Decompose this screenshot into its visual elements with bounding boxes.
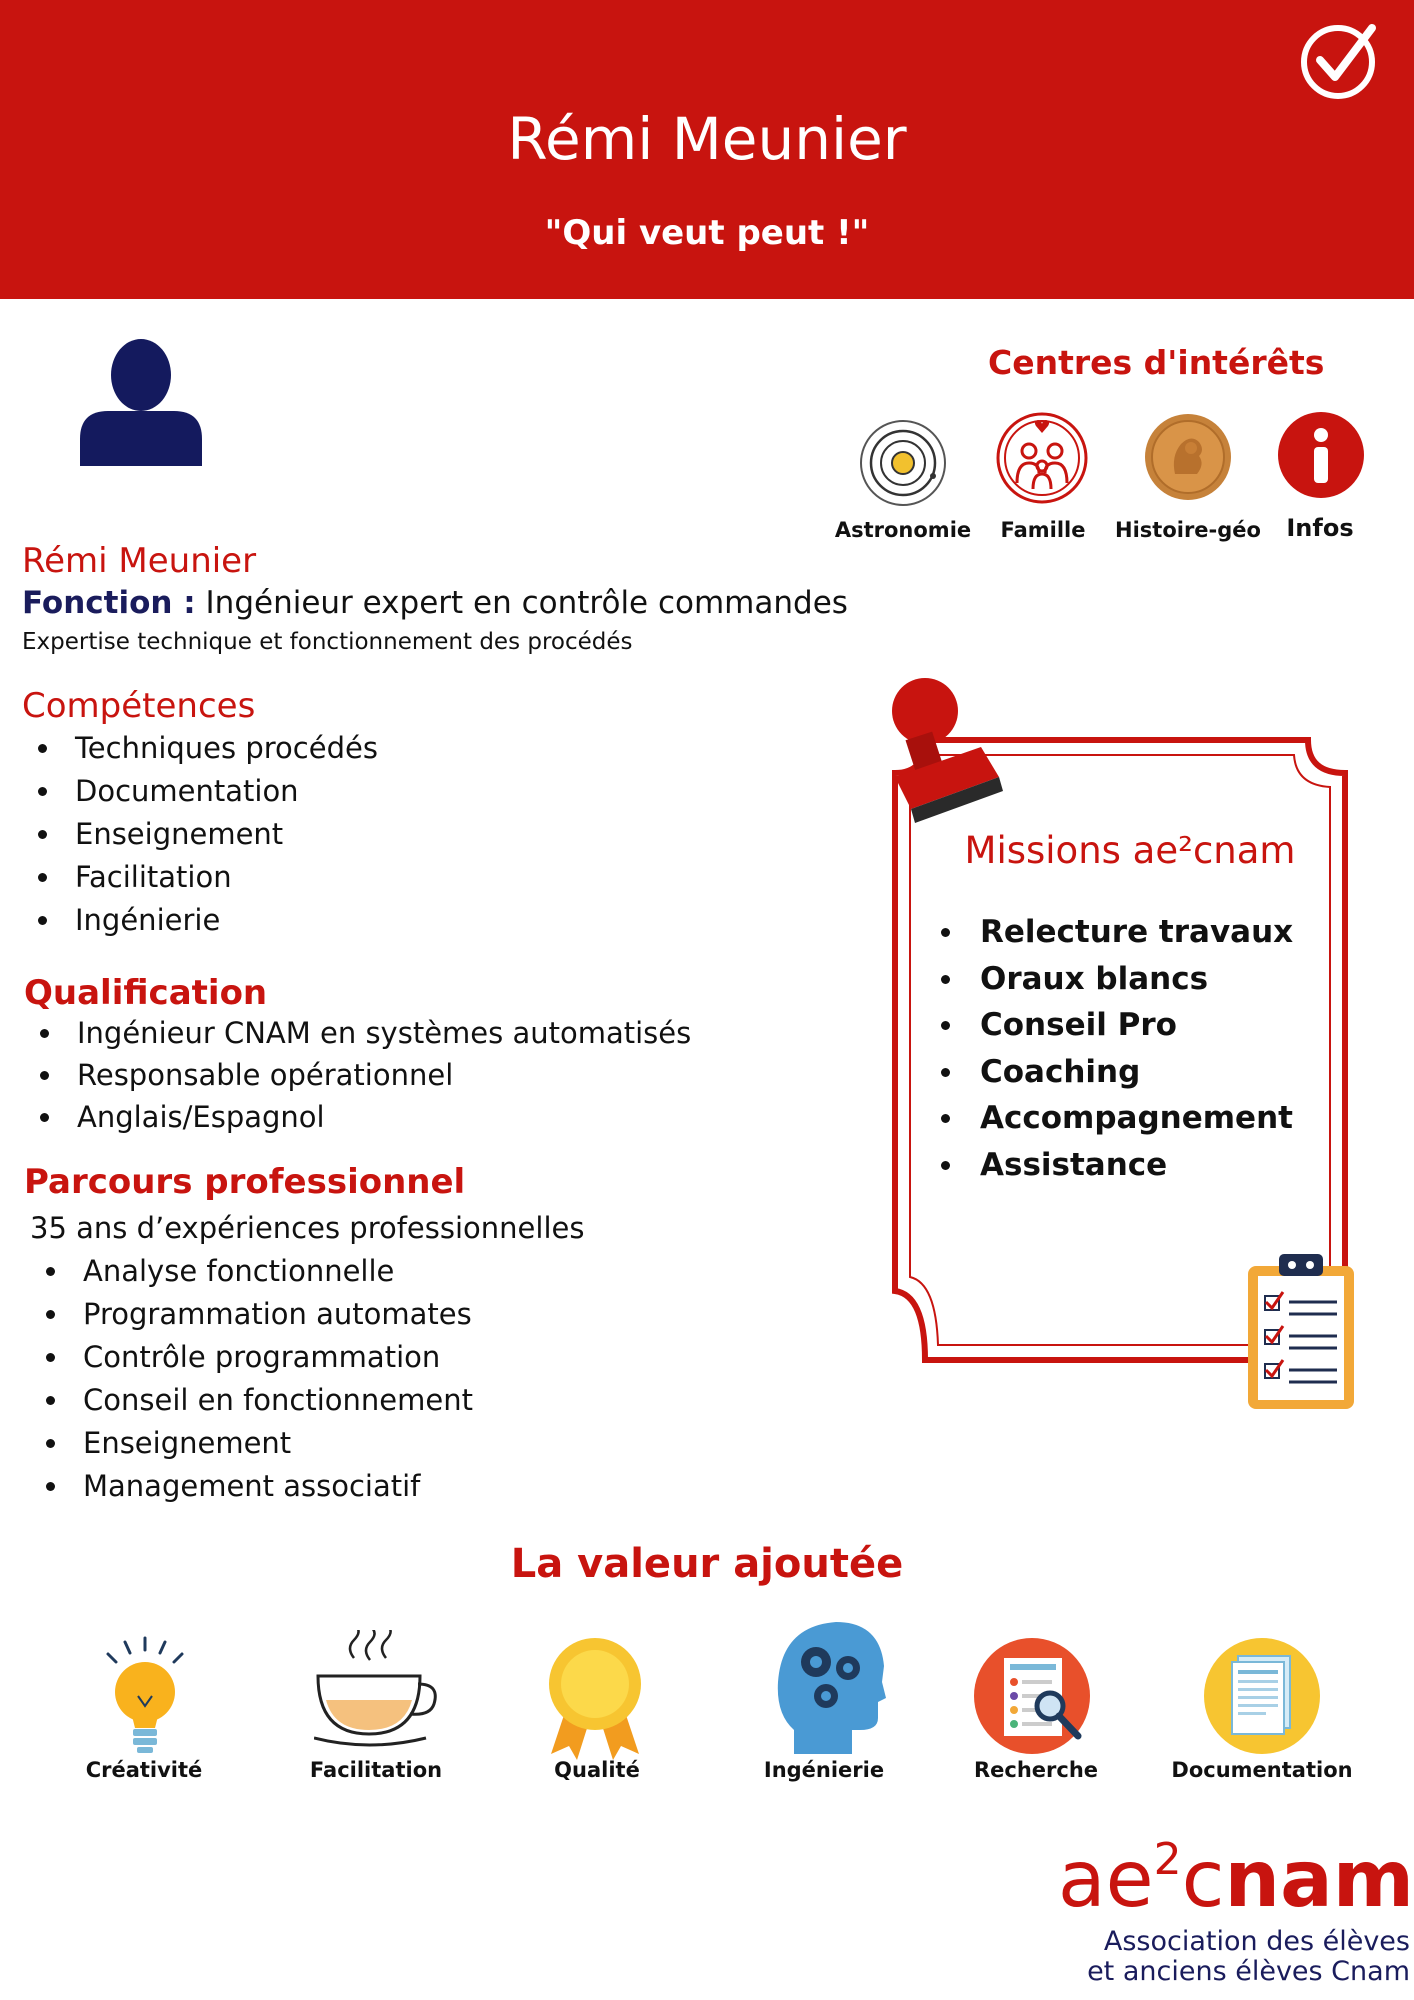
valeur-title: La valeur ajoutée [510,1541,904,1587]
checklist-icon [1245,1252,1357,1412]
valeur-label: Facilitation [309,1758,443,1782]
profile-subtitle: Expertise technique et fonctionnement des procédés [22,629,633,655]
missions-list [937,909,1293,1188]
list-item: Techniques procédés [24,727,378,770]
parcours-title: Parcours professionnel [24,1162,466,1202]
list-item: Coaching [937,1049,1293,1096]
list-item: Relecture travaux [937,909,1293,956]
family-icon [995,411,1090,506]
document-icon [1202,1636,1322,1756]
valeur-label: Créativité [85,1758,203,1782]
header-motto: "Qui veut peut !" [544,213,870,253]
logo-line2: et anciens élèves Cnam [1087,1956,1410,1987]
list-item: Enseignement [24,813,378,856]
logo-sup: 2 [1153,1834,1182,1885]
function-value: Ingénieur expert en contrôle commandes [195,585,848,621]
competences-list [24,727,378,942]
info-icon [1278,412,1364,498]
logo-ae: ae [1057,1835,1154,1925]
interests-title: Centres d'intérêts [988,343,1325,382]
missions-title: Missions ae²cnam [964,829,1296,872]
list-item: Facilitation [24,856,378,899]
list-item: Anglais/Espagnol [26,1096,691,1138]
astronomy-icon [858,418,948,508]
list-item: Documentation [24,770,378,813]
interest-info [1278,412,1364,498]
list-item: Ingénieur CNAM en systèmes automatisés [26,1012,691,1054]
list-item: Analyse fonctionnelle [32,1250,473,1293]
list-item: Enseignement [32,1422,473,1465]
list-item: Conseil Pro [937,1002,1293,1049]
valeur-label: Ingénierie [763,1758,885,1782]
interest-astronomy [858,418,948,508]
valeur-label: Recherche [973,1758,1099,1782]
ae2cnam-logo [1024,1834,1414,1925]
logo-nam: nam [1224,1835,1414,1925]
competences-title: Compétences [22,686,256,726]
qualification-title: Qualification [24,973,268,1013]
stamp-icon [885,675,1015,825]
valeur-label: Qualité [554,1758,640,1782]
interest-label-astronomy: Astronomie [834,518,972,542]
lightbulb-icon [100,1636,190,1761]
award-icon [547,1634,643,1764]
logo-c: c [1181,1835,1225,1925]
tea-cup-icon [314,1630,444,1755]
list-item: Programmation automates [32,1293,473,1336]
interest-label-history: Histoire-géo [1115,518,1261,542]
coin-icon [1143,412,1233,502]
list-item: Accompagnement [937,1095,1293,1142]
function-label: Fonction : [22,585,196,621]
parcours-list [32,1250,473,1508]
interest-label-info: Infos [1286,514,1354,542]
list-item: Responsable opérationnel [26,1054,691,1096]
list-item: Oraux blancs [937,956,1293,1003]
search-report-icon [974,1636,1094,1756]
qualification-list [26,1012,691,1138]
profile-name: Rémi Meunier [22,541,257,581]
interest-label-family: Famille [1000,518,1086,542]
profile-function [22,585,848,621]
list-item: Conseil en fonctionnement [32,1379,473,1422]
list-item: Ingénierie [24,899,378,942]
logo-line1: Association des élèves [1103,1926,1410,1957]
interest-history [1143,412,1233,502]
list-item: Management associatif [32,1465,473,1508]
list-item: Contrôle programmation [32,1336,473,1379]
header-name: Rémi Meunier [507,105,907,173]
list-item: Assistance [937,1142,1293,1189]
interest-family [995,411,1090,506]
valeur-label: Documentation [1171,1758,1353,1782]
parcours-intro: 35 ans d’expériences professionnelles [30,1211,585,1245]
gears-head-icon [774,1618,886,1758]
check-icon [1300,20,1380,100]
avatar-icon [78,339,205,466]
